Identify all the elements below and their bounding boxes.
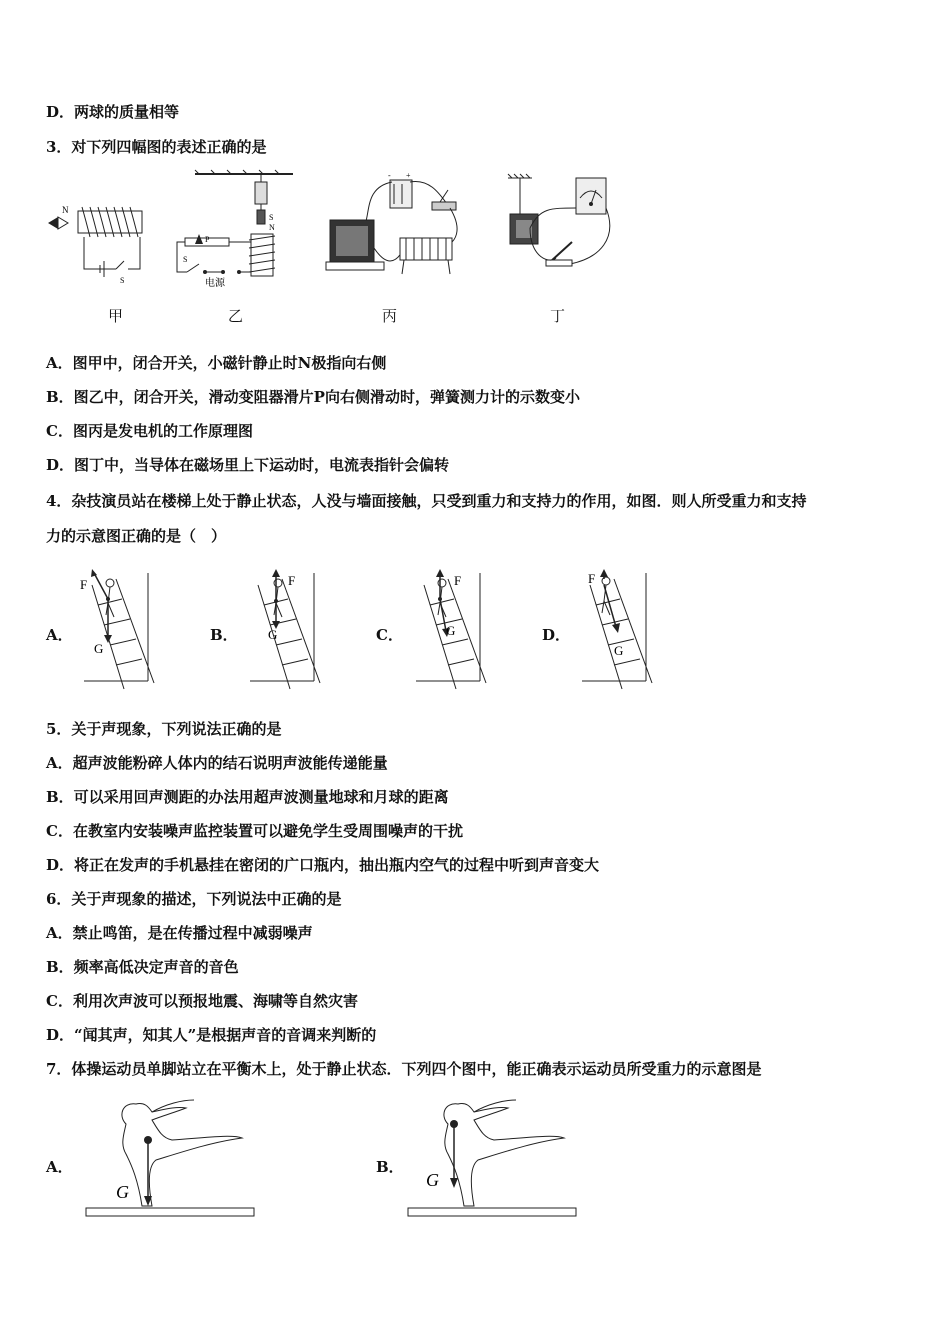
- power-label: 电源: [205, 278, 225, 289]
- q6-option-d: D．“闻其声，知其人”是根据声音的音调来判断的: [46, 1026, 377, 1044]
- q4-option-a-label: A．: [46, 626, 73, 644]
- caption-yi: 乙: [228, 307, 244, 325]
- q5-option-c: C．在教室内安装噪声监控装置可以避免学生受周围噪声的干扰: [46, 822, 463, 840]
- q6-option-b: B．频率高低决定声音的音色: [46, 958, 239, 976]
- force-label-f-d: F: [588, 571, 596, 586]
- q4-option-d-label: D．: [542, 626, 571, 644]
- q5-stem: 5．关于声现象，下列说法正确的是: [46, 720, 282, 738]
- q7-option-b-label: B．: [376, 1158, 404, 1176]
- q4-option-c-label: C．: [376, 626, 403, 644]
- q4-option-b-figure: [238, 565, 350, 691]
- force-label-g-d: G: [614, 643, 624, 658]
- q6-option-a: A．禁止鸣笛，是在传播过程中减弱噪声: [46, 924, 313, 942]
- s-pole-label: S: [269, 213, 274, 222]
- caption-jia: 甲: [108, 307, 124, 325]
- q6-option-c: C．利用次声波可以预报地震、海啸等自然灾害: [46, 992, 358, 1010]
- force-label-g-a: G: [94, 641, 104, 656]
- q5-option-d: D．将正在发声的手机悬挂在密闭的广口瓶内，抽出瓶内空气的过程中听到声音变大: [46, 856, 600, 874]
- q4-option-b-label: B．: [210, 626, 238, 644]
- force-label-g-c: G: [446, 623, 456, 638]
- figure-bing-motor: [322, 168, 462, 286]
- force-label-f-b: F: [288, 573, 296, 588]
- force-label-f-a: F: [80, 577, 88, 592]
- q7-option-b-figure: [404, 1094, 584, 1224]
- q6-stem: 6．关于声现象的描述，下列说法中正确的是: [46, 890, 342, 908]
- q3-option-a: A．图甲中，闭合开关，小磁针静止时N极指向右侧: [46, 354, 387, 372]
- q4-option-a-figure: [72, 565, 184, 691]
- q7-stem: 7．体操运动员单脚站立在平衡木上，处于静止状态．下列四个图中，能正确表示运动员所受重力的示意图是: [46, 1060, 762, 1078]
- force-label-g-7a: G: [116, 1182, 129, 1202]
- q2-option-d: D．两球的质量相等: [46, 103, 180, 121]
- figure-jia-solenoid: [44, 195, 156, 285]
- q3-stem: 3．对下列四幅图的表述正确的是: [46, 138, 267, 156]
- n-pole-label-2: N: [269, 223, 275, 232]
- plus-label: +: [406, 171, 411, 180]
- force-label-g-7b: G: [426, 1170, 439, 1190]
- figure-yi-electromagnet: [165, 168, 295, 290]
- q5-option-a: A．超声波能粉碎人体内的结石说明声波能传递能量: [46, 754, 388, 772]
- q3-option-d: D．图丁中，当导体在磁场里上下运动时，电流表指针会偏转: [46, 456, 450, 474]
- force-label-g-b: G: [268, 627, 278, 642]
- q7-option-a-label: A．: [46, 1158, 73, 1176]
- switch-label-2: S: [183, 255, 188, 264]
- force-label-f-c: F: [454, 573, 462, 588]
- q4-stem-line1: 4．杂技演员站在楼梯上处于静止状态，人没与墙面接触，只受到重力和支持力的作用，如图．则人所受重力和支持: [46, 492, 807, 510]
- q4-stem-line2: 力的示意图正确的是（ ）: [46, 527, 227, 545]
- q3-option-b: B．图乙中，闭合开关，滑动变阻器滑片P向右侧滑动时，弹簧测力计的示数变小: [46, 388, 580, 406]
- q3-option-c: C．图丙是发电机的工作原理图: [46, 422, 253, 440]
- minus-label: -: [388, 171, 391, 180]
- q4-option-d-figure: [570, 565, 682, 691]
- caption-bing: 丙: [382, 307, 398, 325]
- slider-label: P: [205, 235, 210, 244]
- switch-label: S: [120, 276, 125, 285]
- q5-option-b: B．可以采用回声测距的办法用超声波测量地球和月球的距离: [46, 788, 449, 806]
- q4-option-c-figure: [404, 565, 516, 691]
- n-pole-label: N: [62, 205, 69, 215]
- caption-ding: 丁: [550, 307, 566, 325]
- figure-ding-generator: [500, 168, 612, 280]
- q7-option-a-figure: [82, 1094, 262, 1224]
